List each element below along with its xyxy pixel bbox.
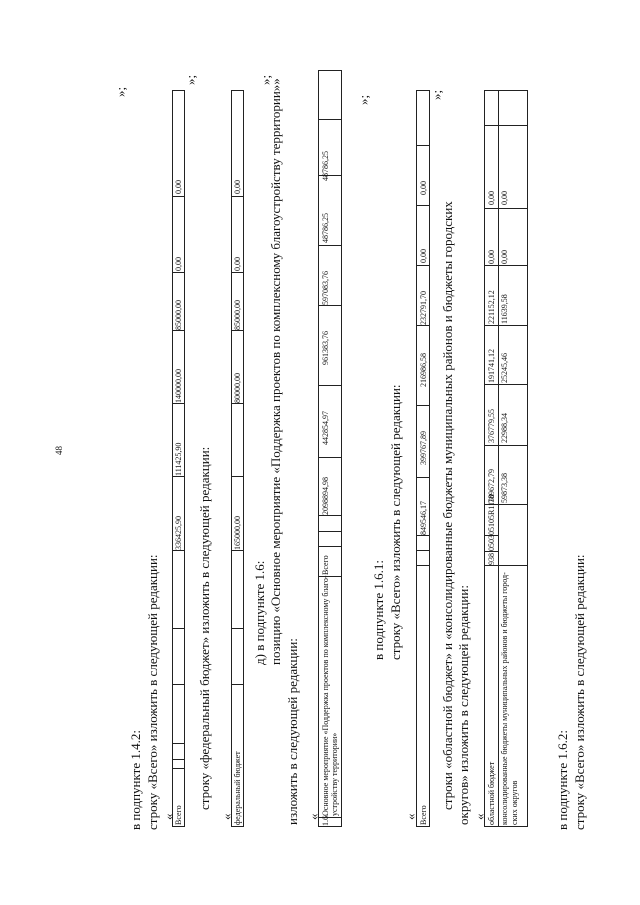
s1-line2: строку «Всего» изложить в следующей редакции: <box>145 554 160 830</box>
table5-row2-value: 22988,34 <box>500 413 509 443</box>
s3-line1: д) в подпункте 1.6: <box>252 560 267 665</box>
table5-row2-value: 0,00 <box>500 250 509 264</box>
table5-row1-code: 938 <box>487 553 496 565</box>
s5-close-quote: »; <box>429 89 444 100</box>
table5-row2-value: 0,00 <box>500 191 509 205</box>
table2-value: 85000,00 <box>233 300 242 330</box>
table2-label: федеральный бюджет <box>233 751 242 825</box>
s3-close-quote: »; <box>258 74 273 85</box>
s6-line1: в подпункте 1.6.2: <box>555 730 570 830</box>
s2-close-quote: »; <box>183 74 198 85</box>
s4-line2: строку «Всего» изложить в следующей редакции: <box>388 384 403 660</box>
table3-value: 48786,25 <box>321 213 330 243</box>
table1-value: 85000,00 <box>174 300 183 330</box>
table1-value: 0,00 <box>174 180 183 194</box>
s2-open-quote: « <box>219 813 234 820</box>
table4-value: 232791,70 <box>419 291 428 325</box>
table1-value: 140000,00 <box>174 369 183 403</box>
table1-value: 0,00 <box>174 257 183 271</box>
s5-line2: округов» изложить в следующей редакции: <box>456 585 471 825</box>
table4-value: 849546,17 <box>419 501 428 535</box>
table5-row1-value: 221152,12 <box>487 290 496 324</box>
table2-value: 0,00 <box>233 257 242 271</box>
table3-name-line2: устройству территории» <box>330 732 339 816</box>
table1-value: 336425,90 <box>174 516 183 550</box>
table3-value: 2098894,98 <box>321 477 330 515</box>
table1-label: Всего <box>174 805 183 825</box>
table2-value: 0,00 <box>233 180 242 194</box>
s4-open-quote: « <box>403 813 418 820</box>
table2-value: 165000,00 <box>233 516 242 550</box>
table5-row1-label: областной бюджет <box>487 761 496 825</box>
table1-value: 111425,90 <box>174 442 183 476</box>
table4-label: Всего <box>419 805 428 825</box>
table5-row1-code: 0503 <box>487 535 496 551</box>
s5-open-quote: « <box>472 813 487 820</box>
s1-line1: в подпункте 1.4.2: <box>128 730 143 830</box>
table4-value: 216986,58 <box>419 353 428 387</box>
table2-value: 80000,00 <box>233 373 242 403</box>
table3-num: 1.6. <box>321 814 330 826</box>
table4-value: 0,00 <box>419 181 428 195</box>
table3-value: 597083,76 <box>321 271 330 305</box>
page-number: 48 <box>54 446 64 455</box>
s4-line1: в подпункте 1.6.1: <box>371 560 386 660</box>
table5-row1-value: 789672,79 <box>487 469 496 503</box>
table5-row1-value: 191741,12 <box>487 349 496 383</box>
s3-line2: позицию «Основное мероприятие «Поддержка проектов по комплексному благоустройству территории»» <box>268 78 283 665</box>
s2-line1: строку «федеральный бюджет» изложить в следующей редакции: <box>197 446 212 810</box>
table4-value: 399767,89 <box>419 431 428 465</box>
table5-row1-value: 0,00 <box>487 191 496 205</box>
table3-value: 442854,97 <box>321 411 330 445</box>
s3-open-quote: « <box>306 813 321 820</box>
s1-open-quote: « <box>161 813 176 820</box>
table2-row <box>231 90 244 827</box>
s1-close-quote: »; <box>113 86 128 97</box>
table3-label: Всего <box>321 555 330 575</box>
table3-name-line1: Основное мероприятие «Поддержка проектов по комплексному благо- <box>321 575 330 816</box>
s6-line2: строку «Всего» изложить в следующей редакции: <box>572 554 587 830</box>
table5-row1-value: 376779,55 <box>487 409 496 443</box>
s4-close-quote: »; <box>356 94 371 105</box>
s3-line3: изложить в следующей редакции: <box>285 638 300 825</box>
table5-row2-value: 25245,46 <box>500 353 509 383</box>
table5-row2-label-line2: ских округов <box>510 780 519 825</box>
table3-value: 48786,25 <box>321 151 330 181</box>
table3-value: 961383,76 <box>321 331 330 365</box>
table4-value: 0,00 <box>419 249 428 263</box>
table5-row2-value: 59873,38 <box>500 473 509 503</box>
table5-row2-label-line1: консолидированные бюджеты муниципальных районов и бюджеты город- <box>500 572 509 825</box>
table5-row1-code: 05105R1110 <box>487 494 496 535</box>
table5-row1-value: 0,00 <box>487 250 496 264</box>
table5-row2-value: 11639,58 <box>500 294 509 324</box>
s5-line1: строки «областной бюджет» и «консолидированные бюджеты муниципальных районов и бюджеты городских <box>440 201 455 810</box>
